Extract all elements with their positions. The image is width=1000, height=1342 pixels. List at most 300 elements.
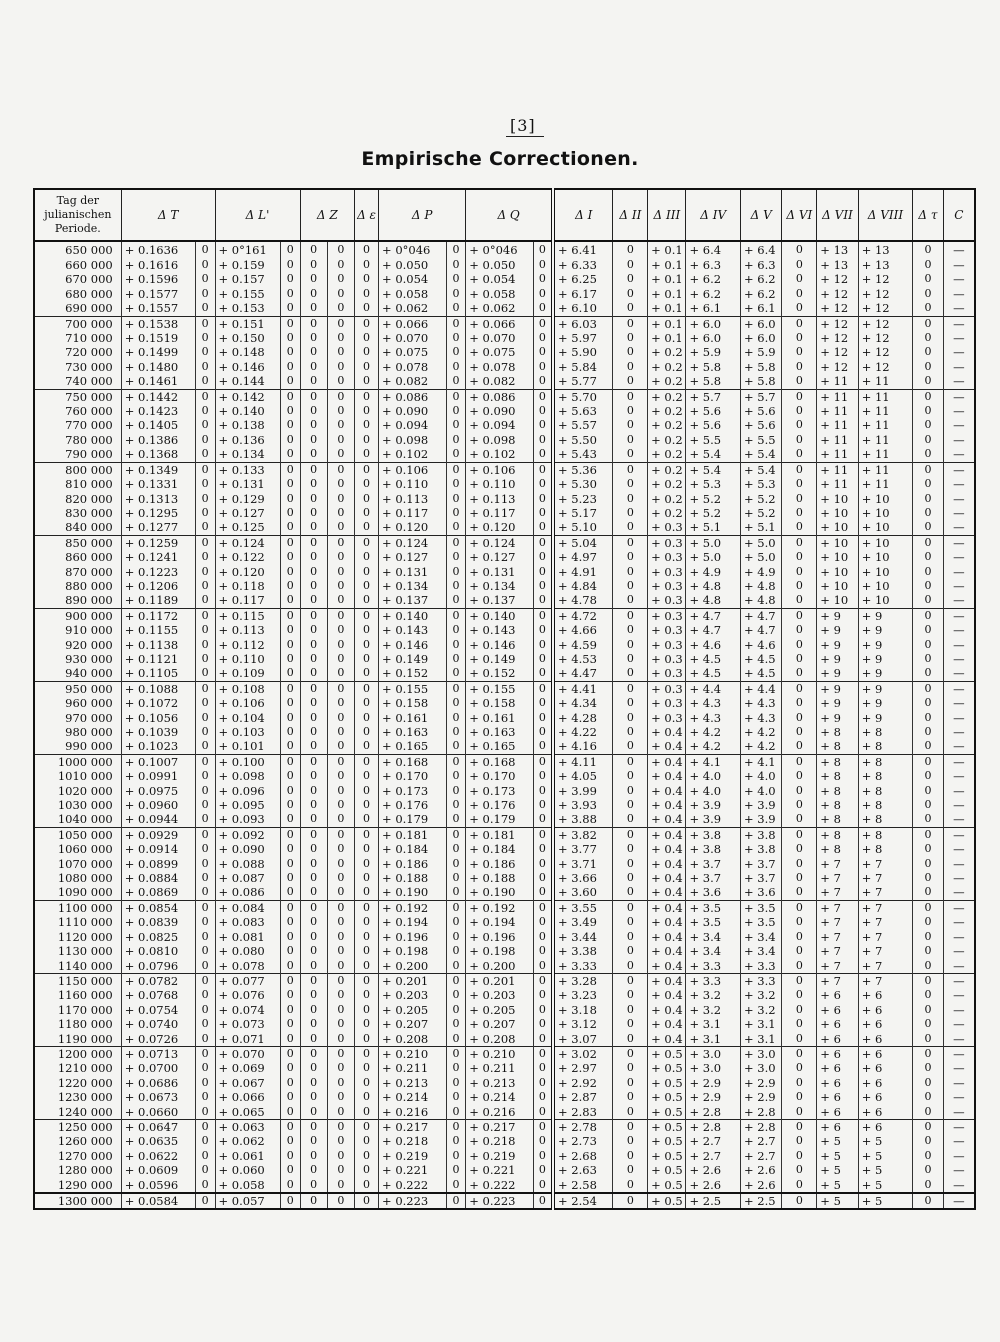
cell-dZ2: 0 bbox=[327, 1178, 354, 1193]
cell-dVII: + 8 bbox=[817, 842, 858, 856]
cell-de: 0 bbox=[355, 579, 379, 593]
cell-dT2: 0 bbox=[195, 784, 215, 798]
cell-dVI: 0 bbox=[782, 754, 817, 769]
cell-dV: + 4.4 bbox=[740, 681, 781, 696]
cell-dtau: 0 bbox=[913, 900, 944, 915]
cell-dT: + 0.1538 bbox=[121, 316, 195, 331]
cell-dZ: 0 bbox=[300, 638, 327, 652]
cell-dT: + 0.0899 bbox=[121, 857, 195, 871]
cell-de: 0 bbox=[355, 1003, 379, 1017]
cell-dII: 0 bbox=[613, 1046, 648, 1061]
cell-C: — bbox=[943, 258, 975, 272]
cell-dQ: + 0.117 bbox=[466, 506, 534, 520]
cell-dP: + 0.205 bbox=[379, 1003, 447, 1017]
cell-dZ2: 0 bbox=[327, 1105, 354, 1120]
cell-dV: + 4.2 bbox=[740, 725, 781, 739]
cell-dIV: + 4.2 bbox=[686, 739, 741, 754]
cell-day: 1030 000 bbox=[34, 798, 121, 812]
cell-day: 890 000 bbox=[34, 593, 121, 608]
cell-dP: + 0.213 bbox=[379, 1076, 447, 1090]
cell-dL: + 0.076 bbox=[215, 988, 280, 1002]
cell-de: 0 bbox=[355, 842, 379, 856]
cell-dVIII: + 12 bbox=[858, 287, 913, 301]
cell-dVII: + 7 bbox=[817, 944, 858, 958]
cell-dI: + 5.23 bbox=[553, 492, 613, 506]
cell-dVII: + 6 bbox=[817, 1017, 858, 1031]
cell-dVI: 0 bbox=[782, 331, 817, 345]
cell-dVII: + 12 bbox=[817, 301, 858, 316]
cell-dL: + 0.074 bbox=[215, 1003, 280, 1017]
cell-dZ: 0 bbox=[300, 769, 327, 783]
cell-dZ: 0 bbox=[300, 1193, 327, 1209]
cell-dZ2: 0 bbox=[327, 696, 354, 710]
cell-C: — bbox=[943, 301, 975, 316]
cell-dII: 0 bbox=[613, 331, 648, 345]
cell-dT2: 0 bbox=[195, 258, 215, 272]
cell-dZ2: 0 bbox=[327, 433, 354, 447]
cell-dIV: + 6.2 bbox=[686, 272, 741, 286]
cell-dtau: 0 bbox=[913, 241, 944, 258]
cell-dP: + 0.201 bbox=[379, 973, 447, 988]
cell-dIII: + 0.3 bbox=[648, 608, 686, 623]
cell-dP2: 0 bbox=[446, 258, 466, 272]
cell-dL: + 0.088 bbox=[215, 857, 280, 871]
cell-C: — bbox=[943, 535, 975, 550]
cell-dIV: + 2.6 bbox=[686, 1163, 741, 1177]
cell-dP: + 0.173 bbox=[379, 784, 447, 798]
cell-day: 1130 000 bbox=[34, 944, 121, 958]
cell-C: — bbox=[943, 930, 975, 944]
cell-dL: + 0.087 bbox=[215, 871, 280, 885]
cell-dT: + 0.0869 bbox=[121, 885, 195, 900]
cell-dII: 0 bbox=[613, 1119, 648, 1134]
cell-dT2: 0 bbox=[195, 506, 215, 520]
table-row bbox=[34, 1178, 975, 1193]
cell-dIII: + 0.2 bbox=[648, 492, 686, 506]
cell-dT: + 0.1368 bbox=[121, 447, 195, 462]
cell-dVII: + 13 bbox=[817, 258, 858, 272]
cell-dVII: + 10 bbox=[817, 506, 858, 520]
cell-dP2: 0 bbox=[446, 1003, 466, 1017]
cell-dVIII: + 12 bbox=[858, 272, 913, 286]
cell-C: — bbox=[943, 842, 975, 856]
cell-de: 0 bbox=[355, 331, 379, 345]
cell-dVI: 0 bbox=[782, 711, 817, 725]
table-row bbox=[34, 1134, 975, 1148]
cell-dQ: + 0.176 bbox=[466, 798, 534, 812]
cell-dVIII: + 11 bbox=[858, 389, 913, 404]
cell-dIII: + 0.4 bbox=[648, 857, 686, 871]
cell-dP: + 0.211 bbox=[379, 1061, 447, 1075]
cell-dVI: 0 bbox=[782, 1178, 817, 1193]
cell-dT: + 0.1331 bbox=[121, 477, 195, 491]
cell-dT: + 0.1206 bbox=[121, 579, 195, 593]
cell-dZ: 0 bbox=[300, 492, 327, 506]
cell-dQ: + 0.196 bbox=[466, 930, 534, 944]
cell-dZ2: 0 bbox=[327, 988, 354, 1002]
cell-dIV: + 4.8 bbox=[686, 593, 741, 608]
cell-dI: + 6.03 bbox=[553, 316, 613, 331]
cell-dQ2: 0 bbox=[533, 374, 553, 389]
cell-dZ2: 0 bbox=[327, 404, 354, 418]
cell-dP: + 0°046 bbox=[379, 241, 447, 258]
cell-dV: + 6.2 bbox=[740, 272, 781, 286]
cell-dI: + 5.70 bbox=[553, 389, 613, 404]
cell-dP2: 0 bbox=[446, 1105, 466, 1120]
cell-de: 0 bbox=[355, 769, 379, 783]
cell-dL: + 0.138 bbox=[215, 418, 280, 432]
cell-dI: + 5.90 bbox=[553, 345, 613, 359]
cell-dII: 0 bbox=[613, 944, 648, 958]
cell-dT2: 0 bbox=[195, 272, 215, 286]
cell-dIV: + 3.9 bbox=[686, 798, 741, 812]
cell-dT: + 0.0647 bbox=[121, 1119, 195, 1134]
cell-dtau: 0 bbox=[913, 739, 944, 754]
cell-dZ2: 0 bbox=[327, 1003, 354, 1017]
cell-dIV: + 4.8 bbox=[686, 579, 741, 593]
cell-dL: + 0.115 bbox=[215, 608, 280, 623]
cell-C: — bbox=[943, 1163, 975, 1177]
cell-dP2: 0 bbox=[446, 973, 466, 988]
cell-day: 900 000 bbox=[34, 608, 121, 623]
cell-dIV: + 4.0 bbox=[686, 784, 741, 798]
cell-de: 0 bbox=[355, 1017, 379, 1031]
cell-dP: + 0.134 bbox=[379, 579, 447, 593]
cell-day: 850 000 bbox=[34, 535, 121, 550]
cell-dP2: 0 bbox=[446, 959, 466, 974]
cell-dV: + 4.2 bbox=[740, 739, 781, 754]
cell-dQ: + 0.086 bbox=[466, 389, 534, 404]
cell-dtau: 0 bbox=[913, 769, 944, 783]
cell-dVI: 0 bbox=[782, 1149, 817, 1163]
cell-dQ2: 0 bbox=[533, 1105, 553, 1120]
cell-dI: + 5.43 bbox=[553, 447, 613, 462]
header-dZ: Δ Z bbox=[300, 189, 355, 241]
cell-dL: + 0.155 bbox=[215, 287, 280, 301]
cell-dV: + 5.2 bbox=[740, 506, 781, 520]
cell-dQ: + 0.217 bbox=[466, 1119, 534, 1134]
cell-dL: + 0.058 bbox=[215, 1178, 280, 1193]
cell-dV: + 5.4 bbox=[740, 462, 781, 477]
cell-dV: + 3.7 bbox=[740, 871, 781, 885]
cell-dVIII: + 6 bbox=[858, 1017, 913, 1031]
cell-dQ: + 0.203 bbox=[466, 988, 534, 1002]
cell-dT2: 0 bbox=[195, 739, 215, 754]
cell-dP2: 0 bbox=[446, 944, 466, 958]
cell-dP2: 0 bbox=[446, 477, 466, 491]
cell-dZ2: 0 bbox=[327, 798, 354, 812]
cell-dP2: 0 bbox=[446, 433, 466, 447]
cell-dVII: + 7 bbox=[817, 857, 858, 871]
cell-dP: + 0.070 bbox=[379, 331, 447, 345]
cell-dT: + 0.1007 bbox=[121, 754, 195, 769]
cell-dII: 0 bbox=[613, 404, 648, 418]
cell-dI: + 3.44 bbox=[553, 930, 613, 944]
cell-dL: + 0.084 bbox=[215, 900, 280, 915]
cell-dL: + 0.151 bbox=[215, 316, 280, 331]
cell-dZ: 0 bbox=[300, 316, 327, 331]
cell-de: 0 bbox=[355, 857, 379, 871]
cell-dtau: 0 bbox=[913, 331, 944, 345]
cell-dT2: 0 bbox=[195, 900, 215, 915]
cell-dT: + 0.1577 bbox=[121, 287, 195, 301]
cell-dII: 0 bbox=[613, 1032, 648, 1047]
cell-dZ: 0 bbox=[300, 711, 327, 725]
cell-dVII: + 6 bbox=[817, 1061, 858, 1075]
cell-dZ: 0 bbox=[300, 565, 327, 579]
cell-dQ: + 0.050 bbox=[466, 258, 534, 272]
cell-dIV: + 5.2 bbox=[686, 506, 741, 520]
cell-dL: + 0.057 bbox=[215, 1193, 280, 1209]
cell-de: 0 bbox=[355, 241, 379, 258]
cell-dT2: 0 bbox=[195, 447, 215, 462]
cell-dZ2: 0 bbox=[327, 739, 354, 754]
cell-C: — bbox=[943, 871, 975, 885]
cell-dVII: + 9 bbox=[817, 608, 858, 623]
cell-dL2: 0 bbox=[280, 301, 300, 316]
cell-dVIII: + 11 bbox=[858, 374, 913, 389]
cell-C: — bbox=[943, 857, 975, 871]
cell-dII: 0 bbox=[613, 477, 648, 491]
cell-dIII: + 0.2 bbox=[648, 345, 686, 359]
cell-dII: 0 bbox=[613, 871, 648, 885]
cell-C: — bbox=[943, 404, 975, 418]
cell-dII: 0 bbox=[613, 241, 648, 258]
cell-dVIII: + 6 bbox=[858, 1061, 913, 1075]
cell-dtau: 0 bbox=[913, 842, 944, 856]
cell-dL: + 0.127 bbox=[215, 506, 280, 520]
cell-dtau: 0 bbox=[913, 565, 944, 579]
cell-dtau: 0 bbox=[913, 930, 944, 944]
cell-dVII: + 11 bbox=[817, 404, 858, 418]
cell-dVI: 0 bbox=[782, 1046, 817, 1061]
cell-day: 1050 000 bbox=[34, 827, 121, 842]
cell-dtau: 0 bbox=[913, 418, 944, 432]
cell-dV: + 4.3 bbox=[740, 711, 781, 725]
cell-day: 1070 000 bbox=[34, 857, 121, 871]
cell-day: 870 000 bbox=[34, 565, 121, 579]
cell-dVII: + 9 bbox=[817, 666, 858, 681]
cell-dVI: 0 bbox=[782, 1134, 817, 1148]
cell-dT2: 0 bbox=[195, 579, 215, 593]
cell-C: — bbox=[943, 462, 975, 477]
cell-dVIII: + 11 bbox=[858, 418, 913, 432]
cell-dIV: + 3.3 bbox=[686, 959, 741, 974]
cell-dL: + 0.083 bbox=[215, 915, 280, 929]
table-row bbox=[34, 1017, 975, 1031]
cell-dQ2: 0 bbox=[533, 1090, 553, 1104]
cell-day: 840 000 bbox=[34, 520, 121, 535]
cell-dVII: + 7 bbox=[817, 871, 858, 885]
cell-dQ: + 0.213 bbox=[466, 1076, 534, 1090]
cell-C: — bbox=[943, 520, 975, 535]
cell-dT: + 0.0713 bbox=[121, 1046, 195, 1061]
cell-C: — bbox=[943, 1046, 975, 1061]
cell-dVIII: + 7 bbox=[858, 900, 913, 915]
cell-dZ: 0 bbox=[300, 666, 327, 681]
cell-dIII: + 0.5 bbox=[648, 1119, 686, 1134]
cell-dQ2: 0 bbox=[533, 389, 553, 404]
cell-dQ: + 0.186 bbox=[466, 857, 534, 871]
header-dIV: Δ IV bbox=[686, 189, 741, 241]
cell-dT: + 0.1405 bbox=[121, 418, 195, 432]
cell-dZ: 0 bbox=[300, 462, 327, 477]
cell-dT2: 0 bbox=[195, 477, 215, 491]
cell-dQ2: 0 bbox=[533, 579, 553, 593]
cell-dIV: + 2.8 bbox=[686, 1119, 741, 1134]
cell-dZ2: 0 bbox=[327, 711, 354, 725]
cell-dV: + 4.0 bbox=[740, 784, 781, 798]
cell-dP: + 0.120 bbox=[379, 520, 447, 535]
cell-dZ: 0 bbox=[300, 681, 327, 696]
cell-dtau: 0 bbox=[913, 652, 944, 666]
table-row bbox=[34, 857, 975, 871]
table-row bbox=[34, 988, 975, 1002]
cell-dVIII: + 5 bbox=[858, 1193, 913, 1209]
cell-dVII: + 7 bbox=[817, 930, 858, 944]
cell-dQ: + 0.188 bbox=[466, 871, 534, 885]
cell-dQ: + 0.173 bbox=[466, 784, 534, 798]
cell-de: 0 bbox=[355, 739, 379, 754]
cell-dtau: 0 bbox=[913, 885, 944, 900]
cell-dL2: 0 bbox=[280, 462, 300, 477]
cell-dVIII: + 7 bbox=[858, 959, 913, 974]
cell-dIV: + 2.9 bbox=[686, 1076, 741, 1090]
cell-dII: 0 bbox=[613, 739, 648, 754]
cell-dT: + 0.1313 bbox=[121, 492, 195, 506]
cell-dP2: 0 bbox=[446, 550, 466, 564]
cell-dT: + 0.1189 bbox=[121, 593, 195, 608]
cell-dL2: 0 bbox=[280, 784, 300, 798]
cell-dV: + 2.7 bbox=[740, 1134, 781, 1148]
header-row bbox=[34, 189, 975, 241]
cell-dZ2: 0 bbox=[327, 331, 354, 345]
cell-dL2: 0 bbox=[280, 915, 300, 929]
cell-dVIII: + 9 bbox=[858, 652, 913, 666]
cell-dI: + 5.04 bbox=[553, 535, 613, 550]
cell-dL: + 0.081 bbox=[215, 930, 280, 944]
cell-dQ2: 0 bbox=[533, 1061, 553, 1075]
cell-dVII: + 9 bbox=[817, 681, 858, 696]
cell-dV: + 2.7 bbox=[740, 1149, 781, 1163]
cell-dI: + 5.50 bbox=[553, 433, 613, 447]
cell-dtau: 0 bbox=[913, 287, 944, 301]
table-row bbox=[34, 1076, 975, 1090]
cell-de: 0 bbox=[355, 1105, 379, 1120]
cell-dZ: 0 bbox=[300, 1178, 327, 1193]
cell-dQ: + 0.219 bbox=[466, 1149, 534, 1163]
cell-dT: + 0.0700 bbox=[121, 1061, 195, 1075]
cell-dII: 0 bbox=[613, 784, 648, 798]
cell-day: 730 000 bbox=[34, 360, 121, 374]
cell-dP: + 0.179 bbox=[379, 812, 447, 827]
cell-dVI: 0 bbox=[782, 301, 817, 316]
cell-dI: + 2.58 bbox=[553, 1178, 613, 1193]
cell-dQ2: 0 bbox=[533, 506, 553, 520]
cell-dQ2: 0 bbox=[533, 769, 553, 783]
cell-dL2: 0 bbox=[280, 1090, 300, 1104]
cell-dV: + 4.5 bbox=[740, 652, 781, 666]
cell-dI: + 5.84 bbox=[553, 360, 613, 374]
cell-dL2: 0 bbox=[280, 258, 300, 272]
cell-dI: + 3.71 bbox=[553, 857, 613, 871]
cell-dZ: 0 bbox=[300, 754, 327, 769]
cell-C: — bbox=[943, 696, 975, 710]
cell-dP: + 0.207 bbox=[379, 1017, 447, 1031]
cell-dVIII: + 10 bbox=[858, 506, 913, 520]
cell-dQ2: 0 bbox=[533, 623, 553, 637]
cell-dP2: 0 bbox=[446, 915, 466, 929]
cell-dIV: + 5.8 bbox=[686, 374, 741, 389]
cell-dP: + 0.106 bbox=[379, 462, 447, 477]
cell-dT2: 0 bbox=[195, 433, 215, 447]
cell-dQ: + 0.054 bbox=[466, 272, 534, 286]
cell-dQ: + 0.082 bbox=[466, 374, 534, 389]
cell-dtau: 0 bbox=[913, 959, 944, 974]
cell-dZ2: 0 bbox=[327, 1163, 354, 1177]
cell-dVII: + 9 bbox=[817, 711, 858, 725]
cell-dIV: + 5.1 bbox=[686, 520, 741, 535]
cell-dVI: 0 bbox=[782, 447, 817, 462]
cell-day: 1300 000 bbox=[34, 1193, 121, 1209]
cell-dT2: 0 bbox=[195, 287, 215, 301]
cell-dIII: + 0.2 bbox=[648, 462, 686, 477]
cell-dVIII: + 11 bbox=[858, 447, 913, 462]
cell-dP2: 0 bbox=[446, 608, 466, 623]
cell-dIV: + 5.0 bbox=[686, 550, 741, 564]
cell-dZ: 0 bbox=[300, 857, 327, 871]
cell-dQ2: 0 bbox=[533, 1119, 553, 1134]
cell-dQ2: 0 bbox=[533, 1134, 553, 1148]
cell-dT2: 0 bbox=[195, 404, 215, 418]
cell-day: 1220 000 bbox=[34, 1076, 121, 1090]
cell-day: 1200 000 bbox=[34, 1046, 121, 1061]
cell-dIV: + 6.0 bbox=[686, 331, 741, 345]
cell-dtau: 0 bbox=[913, 871, 944, 885]
table-row bbox=[34, 725, 975, 739]
cell-dVIII: + 11 bbox=[858, 462, 913, 477]
cell-dVII: + 11 bbox=[817, 433, 858, 447]
cell-dT2: 0 bbox=[195, 360, 215, 374]
cell-dI: + 3.28 bbox=[553, 973, 613, 988]
cell-dIII: + 0.5 bbox=[648, 1134, 686, 1148]
cell-dZ2: 0 bbox=[327, 666, 354, 681]
cell-dP: + 0.222 bbox=[379, 1178, 447, 1193]
cell-dP2: 0 bbox=[446, 1149, 466, 1163]
cell-dVIII: + 8 bbox=[858, 754, 913, 769]
cell-dV: + 5.9 bbox=[740, 345, 781, 359]
cell-dQ: + 0.216 bbox=[466, 1105, 534, 1120]
table-row bbox=[34, 447, 975, 462]
cell-dT2: 0 bbox=[195, 565, 215, 579]
cell-dIII: + 0.1 bbox=[648, 272, 686, 286]
cell-dL: + 0.098 bbox=[215, 769, 280, 783]
cell-dQ: + 0.222 bbox=[466, 1178, 534, 1193]
cell-dQ: + 0.070 bbox=[466, 331, 534, 345]
cell-dVI: 0 bbox=[782, 944, 817, 958]
cell-de: 0 bbox=[355, 959, 379, 974]
cell-dII: 0 bbox=[613, 1061, 648, 1075]
cell-dL2: 0 bbox=[280, 492, 300, 506]
cell-dZ: 0 bbox=[300, 593, 327, 608]
cell-dV: + 3.9 bbox=[740, 812, 781, 827]
cell-dP: + 0.094 bbox=[379, 418, 447, 432]
cell-dVI: 0 bbox=[782, 1032, 817, 1047]
cell-dQ: + 0.165 bbox=[466, 739, 534, 754]
cell-dQ2: 0 bbox=[533, 418, 553, 432]
cell-dT2: 0 bbox=[195, 1046, 215, 1061]
cell-dV: + 2.6 bbox=[740, 1178, 781, 1193]
